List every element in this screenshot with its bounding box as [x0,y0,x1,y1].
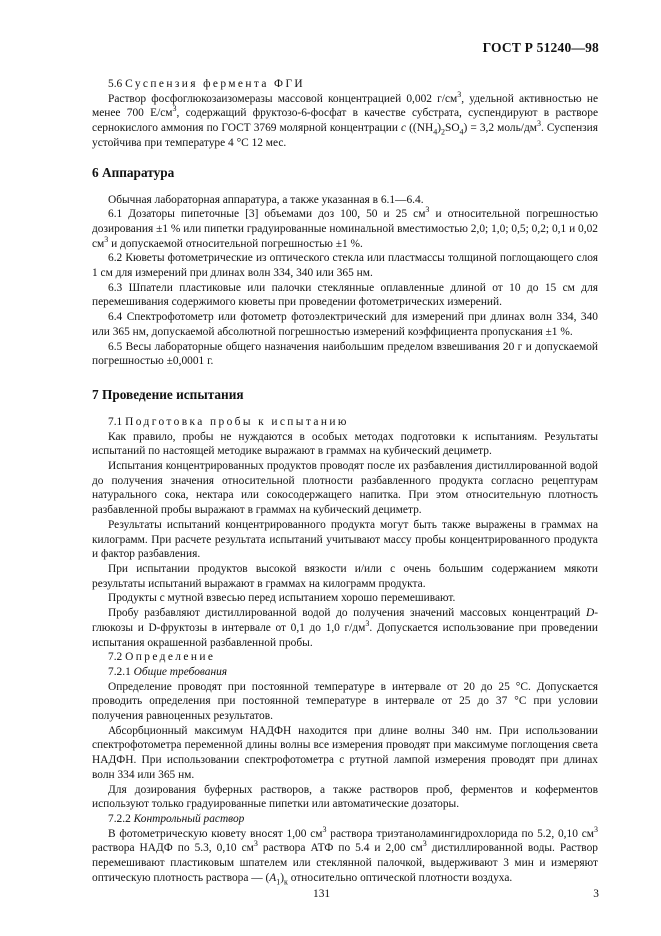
page-number: 131 [313,888,331,900]
section-7-1-p3: Результаты испытаний концентрированного продукта могут быть также выражены в граммах на килограмм. При расчете результата испытаний учитывают массу пробы концентрированного продукта и фактор разбавления. [92,518,598,561]
section-6-4: 6.4 Спектрофотометр или фотометр фотоэлектрический для измерений при длинах волн 334, 340 или 365 нм, допускаемой абсолютной погрешностью измерений коэффициента пропускания ±1 %. [92,311,598,338]
section-5-6-body: Раствор фосфоглюкозаизомеразы массовой концентрацией 0,002 $г/см^3$, удельной активностью не менее 700 $Е/см^3$, содержащий фруктозо-6-фосфат в качестве субстрата, суспендируют в растворе сернокислого аммония по ГОСТ 3769 молярной концентрации c $((NH_4)_2SO_4) = 3,2$ моль/$дм^3$. Суспензия устойчива при температуре 4 °С 12 мес. [92,89,599,149]
section-7-1-title: 7.1 Подготовка пробы к испытанию [108,415,349,428]
section-7-1-p6: Пробу разбавляют дистиллированной водой до получения значений массовых концентраций D-глюкозы и D-фруктозы в интервале от 0,1 до 1,0 $г/дм^3$. Допускается использование при проведении испытания окрашенной разбавленной пробы. [92,607,598,649]
section-7-heading: 7 Проведение испытания [92,386,244,402]
document-body [92,77,598,885]
section-7-2-1-p2: Абсорбционный максимум НАДФН находится при длине волны 340 нм. При использовании спектрофотометра переменной длины волны все измерения проводят при максимуме поглощения света НАДФН. При использовании спектрофотометра с ртутной лампой измерения проводят при длинах волн 334 или 365 нм. [92,724,598,781]
section-7-1-p2: Испытания концентрированных продуктов проводят после их разбавления дистиллированной водой до получения значения относительной плотности разбавленного продукта согласно рецептурам натурального сока, нектара или сокосодержащего напитка. При этом относительную плотность разбавленной пробы выражают в граммах на кубический дециметр. [92,460,598,517]
section-7-2-1-title: 7.2.1 Общие требования [108,665,228,678]
section-6-3: 6.3 Шпатели пластиковые или палочки стеклянные оплавленные длиной от 10 до 15 см для перемешивания содержимого кюветы при проведении фотометрических измерений. [92,281,598,309]
section-6-1: 6.1 Дозаторы пипеточные [3] объемами доз 100, 50 и 25 $см^3$ и относительной погрешностью дозирования ±1 % или пипетки градуированные номинальной вместимостью 2,0; 1,0; 0,5; 0,2; 0,1 и 0,02 $см^3$ и допускаемой относительной погрешностью ±1 %. [92,205,598,250]
section-7-2-1-p1: Определение проводят при постоянной температуре в интервале от 20 до 25 °С. Допускается проводить определения при постоянной температуре в интервале от 25 до 37 °С при условии получения равноценных результатов. [92,680,598,723]
section-7-1-p1: Как правило, пробы не нуждаются в особых методах подготовки к испытаниям. Результаты испытаний по настоящей методике выражают в граммах на кубический дециметр. [92,430,598,458]
section-5-6-title: 5.6 Суспензия фермента ФГИ [108,78,306,90]
section-7-1-p5: Продукты с мутной взвесью перед испытанием хорошо перемешивают. [108,592,456,605]
sheet-number: 3 [593,888,599,900]
section-7-2-2-title: 7.2.2 Контрольный раствор [108,812,245,825]
section-6-5: 6.5 Весы лабораторные общего назначения наибольшим пределом взвешивания 20 г и допускаемой погрешностью ±0,0001 г. [92,340,598,368]
section-7-1-p4: При испытании продуктов высокой вязкости и/или с очень большим содержанием мякоти результаты испытаний выражают в граммах на килограмм продукта. [92,562,598,590]
section-6-intro: Обычная лабораторная аппаратура, а также указанная в 6.1—6.4. [108,193,424,206]
section-6-2: 6.2 Кюветы фотометрические из оптического стекла или пластмассы толщиной поглощающего слоя 1 см для измерений при длинах волн 334, 340 или 365 нм. [92,252,598,280]
section-7-2-2-p1: В фотометрическую кювету вносят 1,00 $см^3$ раствора триэтаноламингидрохлорида по 5.2, 0,10 $см^3$ раствора НАДФ по 5.3, 0,10 $см^3$ раствора АТФ по 5.4 и 2,00 $см^3$ дистиллированной воды. Раствор перемешивают пластиковым шпателем или стеклянной палочкой, выдерживают 3 мин и измеряют оптическую плотность раствора — $(A_1)_к$ относительно оптической плотности воздуха. [92,824,599,887]
section-6-heading: 6 Аппаратура [92,164,175,180]
standard-header: ГОСТ Р 51240—98 [482,40,599,55]
section-7-2-1-p3: Для дозирования буферных растворов, а также растворов проб, ферментов и коферментов используют только градуированные пипетки или автоматические дозаторы. [92,783,598,811]
section-7-2-title: 7.2 Определение [108,651,216,664]
